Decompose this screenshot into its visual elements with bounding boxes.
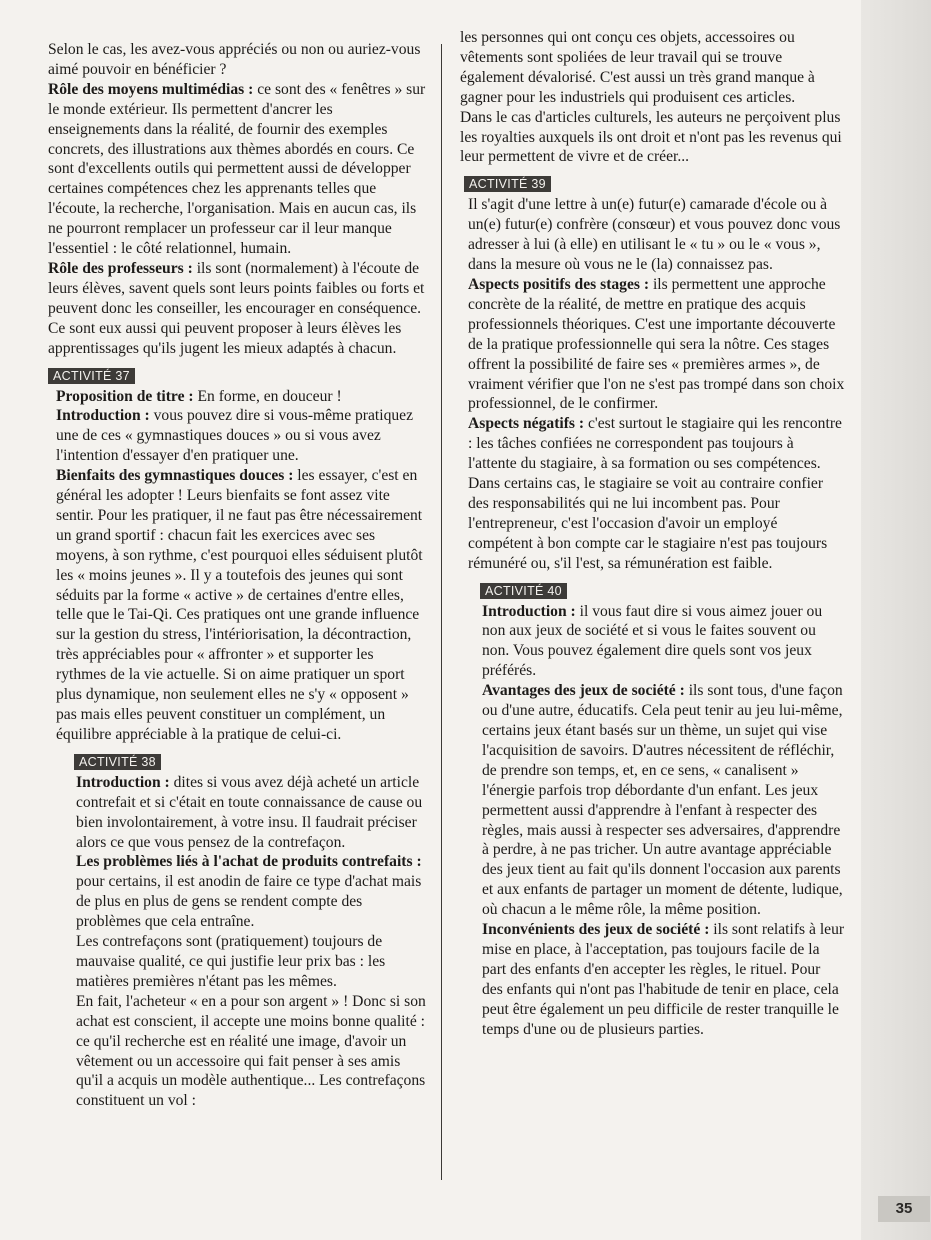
continuation-paragraph: les personnes qui ont conçu ces objets, accessoires ou vêtements sont spoliées de leur travail qui se trouve également dévalorisé. C'est aussi un très grand manque à gagner pour les industriels qui produisent ces articles. bbox=[460, 29, 815, 106]
lettre-paragraph: Il s'agit d'une lettre à un(e) futur(e) camarade d'école ou à un(e) futur(e) confrère (consœur) et vous pouvez donc vous adresser à lui (à elle) en utilisant le « tu » ou le « vous », dans la mesure où vous ne le (la) connaissez pas. bbox=[468, 196, 841, 274]
positifs-text: ils permettent une approche concrète de la réalité, de mettre en pratique des acquis professionnels théoriques. C'est une importante découverte de la pratique professionnelle qui sera la nôtre. Ces stages offrent la possibilité de faire ses « premières armes », de vraiment vérifier que l'on ne s'est pas trompé dans son choix professionnel, de le confirmer. bbox=[468, 275, 845, 413]
acheteur-paragraph: En fait, l'acheteur « en a pour son argent » ! Donc si son achat est conscient, il accepte une moins bonne qualité : ce qu'il recherche est en réalité une image, d'avoir un vêtement ou un accessoire qui fait penser à ses amis qu'il a acquis un modèle authentique... Les contrefaçons constituent un vol : bbox=[76, 992, 426, 1110]
intro-37-heading: Introduction : bbox=[56, 407, 150, 425]
activite-40-section bbox=[460, 602, 845, 1040]
multimedia-paragraph bbox=[48, 80, 426, 259]
intro-38-text: dites si vous avez déjà acheté un article contrefait et si c'était en toute connaissance de cause ou bien involontairement, à votre insu. Il faudrait préciser alors ce que vous pensez de la contrefaçon. bbox=[76, 773, 423, 851]
page-edge-shadow bbox=[861, 0, 931, 1240]
inconvenients-heading: Inconvénients des jeux de société : bbox=[482, 921, 710, 939]
professeurs-paragraph bbox=[48, 259, 426, 359]
activite-37-badge: ACTIVITÉ 37 bbox=[48, 368, 135, 384]
problemes-text: pour certains, il est anodin de faire ce type d'achat mais de plus en plus de gens se rendent compte des problèmes que cela entraîne. bbox=[76, 873, 422, 931]
avantages-text: ils sont tous, d'une façon ou d'une autre, éducatifs. Cela peut tenir au jeu lui-même, certains jeux étant basés sur un thème, un sujet qui vise l'acquisition de savoirs. D'autres nécessitent de réfléchir, de prendre son temps, et, en ce sens, « canalisent » l'énergie parfois trop débordante d'un enfant. Les jeux permettent aussi d'apprendre à l'enfant à respecter des règles, mais aussi à respecter ses adversaires, d'apprendre à perdre, à ne pas tricher. Un autre avantage appréciable des jeux tient au fait qu'ils donnent l'occasion aux parents et aux enfants de partager un moment de détente, ludique, où chacun a le même rôle, la même position. bbox=[482, 682, 843, 919]
professeurs-heading: Rôle des professeurs : bbox=[48, 259, 193, 277]
avantages-heading: Avantages des jeux de société : bbox=[482, 682, 685, 700]
page-number: 35 bbox=[878, 1196, 930, 1222]
negatifs-text: c'est surtout le stagiaire qui les rencontre : les tâches confiées ne correspondent pas toujours à l'attente du stagiaire, à sa formation ou ses compétences. Dans certains cas, le stagiaire se voit au contraire confier des responsabilités qui ne lui incombent pas. Pour l'entrepreneur, c'est l'occasion d'avoir un employé compétent à bon compte car le stagiaire n'est pas toujours rémunéré ou, s'il l'est, sa rémunération est faible. bbox=[468, 415, 842, 572]
multimedia-heading: Rôle des moyens multimédias : bbox=[48, 80, 254, 98]
activite-39-section bbox=[460, 195, 845, 573]
bienfaits-text: les essayer, c'est en général les adopter ! Leurs bienfaits se font assez vite sentir. Pour les pratiquer, il ne faut pas être nécessairement un grand sportif : chacun fait les exercices avec ses moyens, à son rythme, c'est pourquoi elles séduisent plutôt les « moins jeunes ». Il y a toutefois des jeunes qui sont séduits par la forme « active » de certaines d'entre elles, telle que le Tai-Qi. Ces pratiques ont une grande influence sur la gestion du stress, l'intériorisation, la décontraction, très appréciables pour « affronter » et supporter les rythmes de la vie actuelle. Si on aime pratiquer un sport plus dynamique, non seulement elles ne s'y « opposent » pas mais elles peuvent constituer un complément, un équilibre appréciable à la pratique de celui-ci. bbox=[56, 467, 423, 743]
negatifs-heading: Aspects négatifs : bbox=[468, 415, 585, 433]
titre-heading: Proposition de titre : bbox=[56, 387, 194, 405]
activite-40-badge: ACTIVITÉ 40 bbox=[480, 583, 567, 599]
titre-text: En forme, en douceur ! bbox=[193, 387, 342, 405]
intro-38-heading: Introduction : bbox=[76, 773, 170, 791]
right-column bbox=[460, 28, 845, 1040]
intro-40-heading: Introduction : bbox=[482, 602, 576, 620]
professeurs-text: ils sont (normalement) à l'écoute de leurs élèves, savent quels sont leurs points faibles ou forts et peuvent donc les conseiller, les encourager en conséquence. Ce sont eux aussi qui peuvent proposer à leurs élèves les apprentissages qu'ils jugent les mieux adaptés à chacun. bbox=[48, 259, 425, 357]
activite-39-badge: ACTIVITÉ 39 bbox=[464, 176, 551, 192]
bienfaits-heading: Bienfaits des gymnastiques douces : bbox=[56, 467, 294, 485]
activite-37-section bbox=[48, 387, 426, 745]
activite-38-section bbox=[48, 773, 426, 1111]
contrefacons-paragraph: Les contrefaçons sont (pratiquement) toujours de mauvaise qualité, ce qui justifie leur prix bas : les matières premières n'étant pas les mêmes. bbox=[76, 933, 386, 990]
multimedia-text: ce sont des « fenêtres » sur le monde extérieur. Ils permettent d'ancrer les enseignements dans la réalité, de fournir des exemples concrets, des illustrations aux thèmes abordés en cours. Ce sont d'excellents outils qui permettent aussi de développer certaines compétences chez les apprenants telles que l'écoute, la recherche, l'organisation. Mais en aucun cas, ils ne pourront remplacer un professeur car il leur manque l'essentiel : le côté relationnel, humain. bbox=[48, 80, 426, 258]
intro-40-text: il vous faut dire si vous aimez jouer ou non aux jeux de société et si vous le faites souvent ou non. Vous pouvez également dire quels sont vos jeux préférés. bbox=[482, 602, 823, 680]
left-column bbox=[48, 40, 426, 1111]
culturels-paragraph: Dans le cas d'articles culturels, les auteurs ne perçoivent plus les royalties auxquels ils ont droit et n'ont pas les revenus qui leur permettent de vivre et de créer... bbox=[460, 108, 842, 166]
intro-37-text: vous pouvez dire si vous-même pratiquez une de ces « gymnastiques douces » ou si vous avez l'intention d'essayer d'en pratiquer une. bbox=[56, 407, 414, 465]
activite-38-badge: ACTIVITÉ 38 bbox=[74, 754, 161, 770]
intro-question: Selon le cas, les avez-vous appréciés ou non ou auriez-vous aimé pouvoir en bénéficier ? bbox=[48, 41, 421, 78]
positifs-heading: Aspects positifs des stages : bbox=[468, 275, 650, 293]
problemes-heading: Les problèmes liés à l'achat de produits contrefaits : bbox=[76, 853, 422, 871]
inconvenients-text: ils sont relatifs à leur mise en place, à l'acceptation, pas toujours facile de la part des enfants d'en accepter les règles, le rituel. Pour des enfants qui n'ont pas l'habitude de tenir en place, cela peut être également un peu difficile de rester tranquille le temps d'une ou de plusieurs parties. bbox=[482, 921, 845, 1038]
column-divider bbox=[441, 44, 442, 1180]
